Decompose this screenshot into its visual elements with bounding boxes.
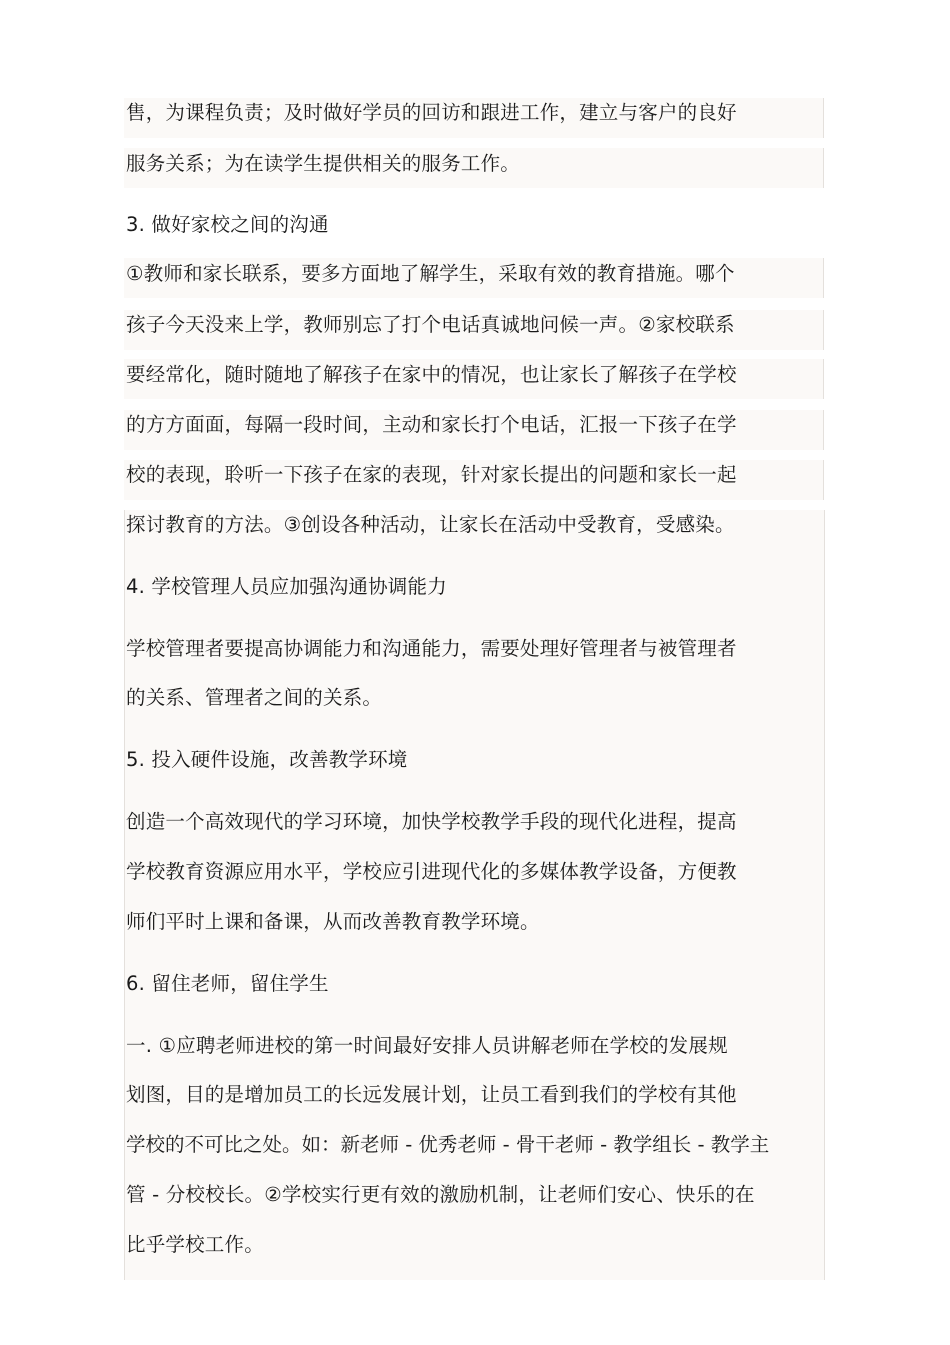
text-line: 创造一个高效现代的学习环境，加快学校教学手段的现代化进程，提高	[126, 810, 737, 833]
text-line: 划图，目的是增加员工的长远发展计划，让员工看到我们的学校有其他	[126, 1083, 737, 1106]
text-line: 管 - 分校校长。②学校实行更有效的激励机制，让老师们安心、快乐的在	[126, 1183, 755, 1206]
section-heading: 5. 投入硬件设施，改善教学环境	[126, 748, 408, 771]
text-line: 的关系、管理者之间的关系。	[126, 686, 383, 709]
text-line: 学校管理者要提高协调能力和沟通能力，需要处理好管理者与被管理者	[126, 637, 737, 660]
text-line: 学校的不可比之处。如：新老师 - 优秀老师 - 骨干老师 - 教学组长 - 教学主	[126, 1133, 770, 1156]
text-band	[124, 510, 825, 1280]
text-line: 比乎学校工作。	[126, 1233, 264, 1256]
section-heading: 4. 学校管理人员应加强沟通协调能力	[126, 575, 447, 598]
text-line: 的方方面面，每隔一段时间，主动和家长打个电话，汇报一下孩子在学	[126, 413, 737, 436]
text-line: 孩子今天没来上学，教师别忘了打个电话真诚地问候一声。②家校联系	[126, 313, 735, 336]
text-line: 服务关系；为在读学生提供相关的服务工作。	[126, 152, 521, 175]
text-line: 师们平时上课和备课，从而改善教育教学环境。	[126, 910, 540, 933]
text-line: 售，为课程负责；及时做好学员的回访和跟进工作，建立与客户的良好	[126, 101, 737, 124]
section-heading: 3. 做好家校之间的沟通	[126, 213, 329, 236]
text-line: 要经常化，随时随地了解孩子在家中的情况，也让家长了解孩子在学校	[126, 363, 737, 386]
text-line: 校的表现，聆听一下孩子在家的表现，针对家长提出的问题和家长一起	[126, 463, 737, 486]
text-line: 学校教育资源应用水平，学校应引进现代化的多媒体教学设备，方便教	[126, 860, 737, 883]
text-line: 一. ①应聘老师进校的第一时间最好安排人员讲解老师在学校的发展规	[126, 1034, 728, 1057]
text-line: ①教师和家长联系，要多方面地了解学生，采取有效的教育措施。哪个	[126, 262, 735, 285]
section-heading: 6. 留住老师，留住学生	[126, 972, 329, 995]
text-line: 探讨教育的方法。③创设各种活动，让家长在活动中受教育，受感染。	[126, 513, 735, 536]
